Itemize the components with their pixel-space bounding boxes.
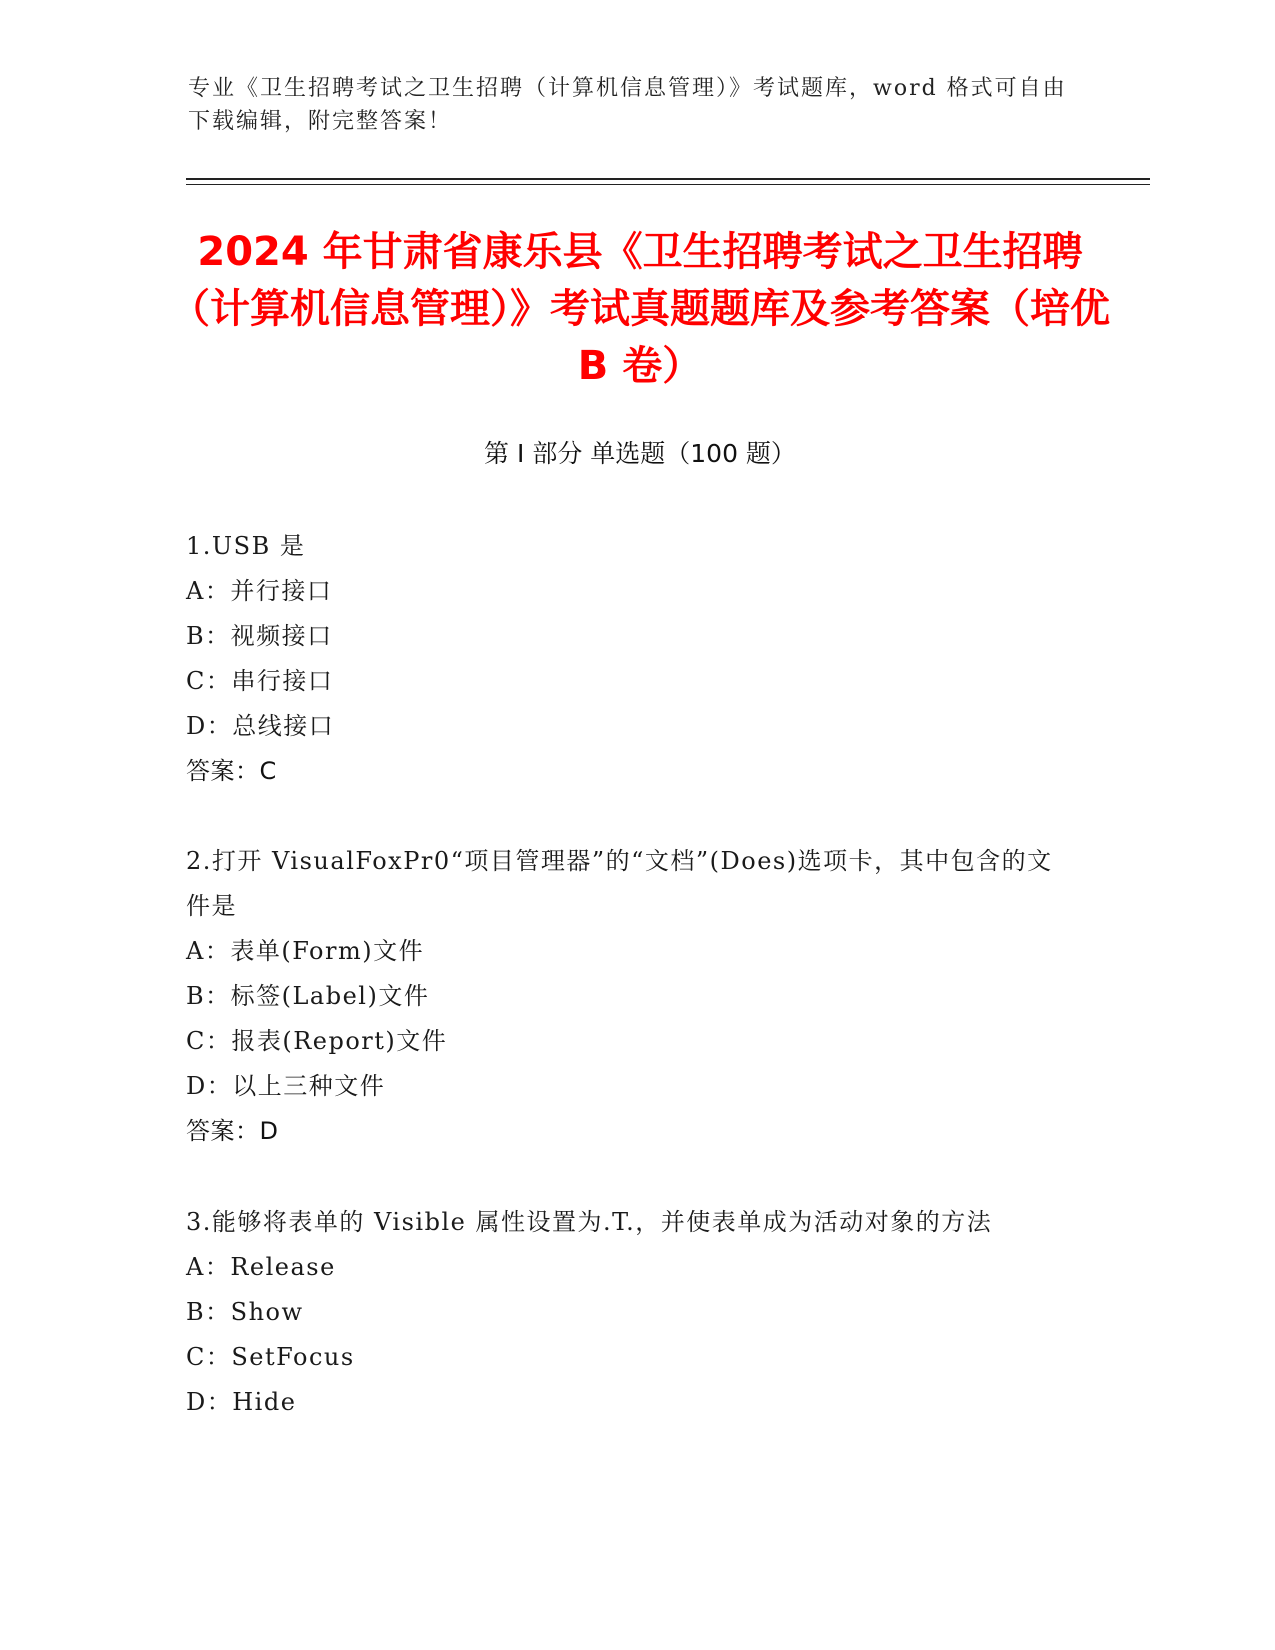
question-stem: 1.USB 是 bbox=[186, 532, 306, 560]
option-a: A：并行接口 bbox=[186, 577, 333, 605]
option-b: B：标签(Label)文件 bbox=[186, 982, 430, 1010]
option-a: A：表单(Form)文件 bbox=[186, 937, 425, 965]
option-d: D：以上三种文件 bbox=[186, 1072, 386, 1100]
option-c: C：报表(Report)文件 bbox=[186, 1027, 448, 1055]
question-1 bbox=[186, 524, 1066, 794]
answer: 答案：D bbox=[186, 1117, 279, 1145]
question-stem: 2.打开 VisualFoxPr0“项目管理器”的“文档”(Does)选项卡，其中包含的文件是 bbox=[186, 847, 1053, 920]
option-b: B：Show bbox=[186, 1298, 304, 1326]
header-note: 专业《卫生招聘考试之卫生招聘（计算机信息管理）》考试题库，word 格式可自由下载编辑，附完整答案！ bbox=[188, 76, 1067, 134]
header-rule-thick bbox=[186, 178, 1150, 180]
section-title: 第 I 部分 单选题（100 题） bbox=[484, 439, 796, 468]
question-stem: 3.能够将表单的 Visible 属性设置为.T.，并使表单成为活动对象的方法 bbox=[186, 1208, 993, 1236]
question-2 bbox=[186, 839, 1066, 1154]
option-d: D：总线接口 bbox=[186, 712, 335, 740]
header-rule-thin bbox=[186, 184, 1150, 185]
option-c: C：SetFocus bbox=[186, 1343, 355, 1371]
question-3 bbox=[186, 1200, 1066, 1425]
option-d: D：Hide bbox=[186, 1388, 297, 1416]
answer: 答案：C bbox=[186, 757, 277, 785]
document-title: 2024 年甘肃省康乐县《卫生招聘考试之卫生招聘（计算机信息管理）》考试真题题库及参考答案（培优 B 卷） bbox=[170, 229, 1110, 389]
option-a: A：Release bbox=[186, 1253, 336, 1281]
option-c: C：串行接口 bbox=[186, 667, 334, 695]
option-b: B：视频接口 bbox=[186, 622, 333, 650]
